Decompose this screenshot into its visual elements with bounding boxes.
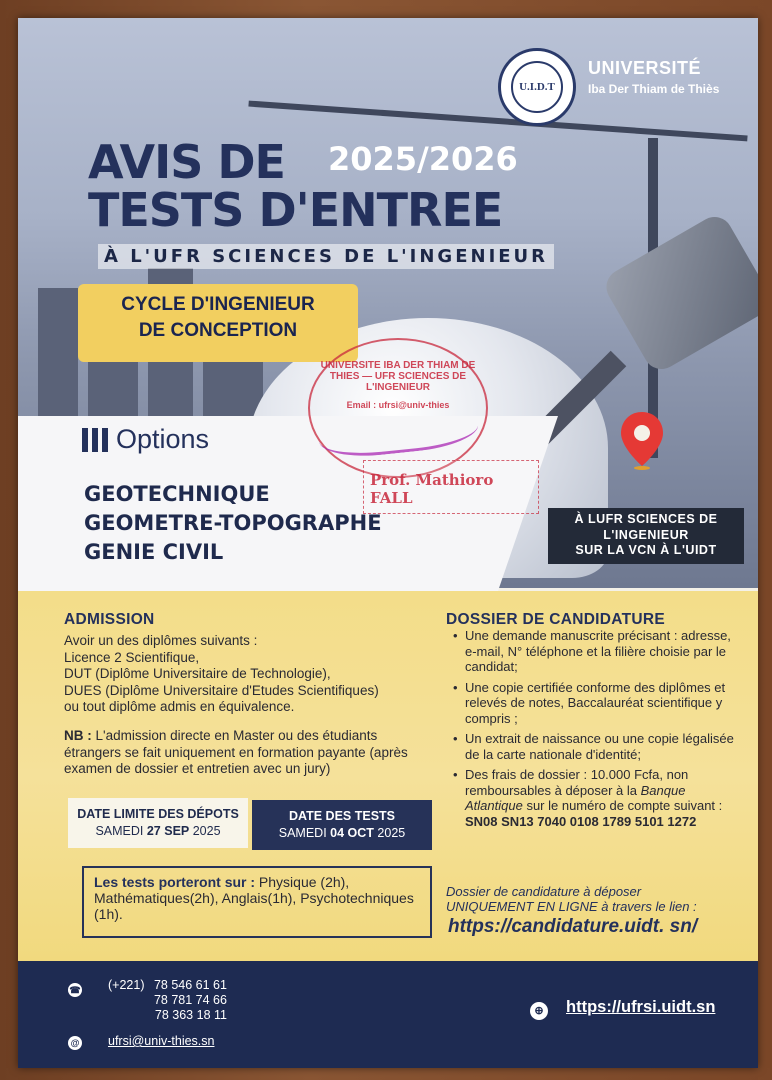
location-box [548,508,744,564]
university-name-line2: Iba Der Thiam de Thiès [588,82,720,96]
crane-arm [248,101,747,142]
deposit-note-line2: UNIQUEMENT EN LIGNE à travers le lien : [446,899,697,914]
footer-website[interactable]: https://ufrsi.uidt.sn [566,998,716,1016]
admission-line: DUT (Diplôme Universitaire de Technologie), [64,666,331,681]
poster [18,18,758,1068]
university-name [588,58,719,96]
admission-intro: Avoir un des diplômes suivants : [64,633,258,648]
admission-note [64,728,434,778]
options-list [84,480,382,567]
bank-account-number: SN08 SN13 7040 0108 1789 5101 1272 [465,813,697,829]
stamp-ring-text: UNIVERSITE IBA DER THIAM DE THIES — UFR SCIENCES DE L'INGENIEUR [320,360,476,393]
academic-year: 2025/2026 [328,140,518,178]
admission-line: DUES (Diplôme Universitaire d'Etudes Scientifiques) [64,682,379,698]
dossier-item: • Une copie certifiée conforme des diplômes et relevés de notes, Baccalauréat scientifique y compris ; [453,680,743,727]
option-item: GEOMETRE-TOPOGRAPHE [84,511,382,535]
cycle-line2: DE CONCEPTION [138,320,298,341]
deposit-deadline-label: DATE LIMITE DES DÉPOTS [77,807,239,821]
tests-subjects-box [82,866,432,938]
dossier-item: • Un extrait de naissance ou une copie légalisée de la carte nationale d'identité; [453,731,743,762]
candidature-link[interactable]: https://candidature.uidt. sn/ [448,916,698,937]
location-pin-icon [618,410,666,470]
admission-line: Licence 2 Scientifique, [64,649,200,665]
option-item: GENIE CIVIL [84,540,224,564]
dossier-item-fees [453,767,743,829]
tests-lead: Les tests porteront sur : [94,874,256,890]
admission-text [64,633,434,716]
dossier-heading: DOSSIER DE CANDIDATURE [446,611,666,628]
university-name-line1: UNIVERSITÉ [588,58,702,78]
cycle-badge [78,284,358,362]
option-item: GEOTECHNIQUE [84,482,270,506]
title-line1: AVIS DE [88,135,285,189]
deposit-deadline-box [68,798,248,848]
online-deposit-note [446,884,746,914]
phone-number[interactable]: 78 363 18 11 [154,1008,227,1022]
deposit-date: 27 SEP [146,824,190,838]
phone-prefix: (+221) [108,978,145,992]
admission-line: ou tout diplôme admis en équivalence. [64,699,295,714]
fees-bank: Banque Atlantique [465,782,686,813]
hammer-head [600,210,758,375]
tests-subjects: Physique (2h), Mathématiques(2h), Anglais(1h), Psychotechniques (1h). [94,874,414,922]
tests-date: 04 OCT [330,826,374,840]
tests-date-box [252,800,432,850]
nb-text: L'admission directe en Master ou des étudiants étrangers se fait uniquement en formation payante (après examen de dossier et entretien avec un jury) [64,728,408,776]
stamp-email-text: Email : ufrsi@univ-thies [346,400,450,410]
fees-text: Des frais de dossier : 10.000 Fcfa, non remboursables à déposer à la [465,767,689,798]
tests-date-label: DATE DES TESTS [288,809,396,823]
cycle-line1: CYCLE D'INGENIEUR [121,294,315,315]
options-heading [82,424,209,455]
location-line3: SUR LA VCN À L'UIDT [575,543,717,557]
options-heading-label: Options [116,424,210,454]
deposit-deadline-value [68,823,248,840]
subtitle: À L'UFR SCIENCES DE L'INGENIEUR [98,244,554,269]
stamp-name-box: Prof. Mathioro FALL [363,460,539,514]
phone-number[interactable]: 78 781 74 66 [153,993,227,1007]
globe-icon: ⊕ [530,1002,548,1020]
mail-icon: @ [68,1036,82,1050]
title-line2: TESTS D'ENTREE [88,183,503,237]
phone-number[interactable]: 78 546 61 61 [153,978,227,992]
tests-year: 2025 [377,826,406,840]
phone-icon: ☎ [69,985,81,995]
fees-text2: sur le numéro de compte suivant : [522,798,723,813]
location-line1: À LUFR SCIENCES DE [574,512,718,526]
tests-date-value [252,825,432,842]
university-logo [498,48,576,126]
tests-day: SAMEDI [278,826,327,840]
nb-label: NB : [64,728,92,743]
bars-icon [82,428,108,452]
dossier-list [453,628,743,834]
admission-heading: ADMISSION [64,611,155,628]
deposit-year: 2025 [192,824,221,838]
phone-numbers [108,978,227,1023]
deposit-day: SAMEDI [95,824,144,838]
location-line2: L'INGENIEUR [603,527,689,542]
deposit-note-line1: Dossier de candidature à déposer [446,884,642,899]
footer-email[interactable]: ufrsi@univ-thies.sn [108,1034,215,1048]
logo-emblem: U.I.D.T [511,61,563,113]
dossier-item: • Une demande manuscrite précisant : adresse, e-mail, N° téléphone et la filière choisie par le candidat; [453,628,743,675]
